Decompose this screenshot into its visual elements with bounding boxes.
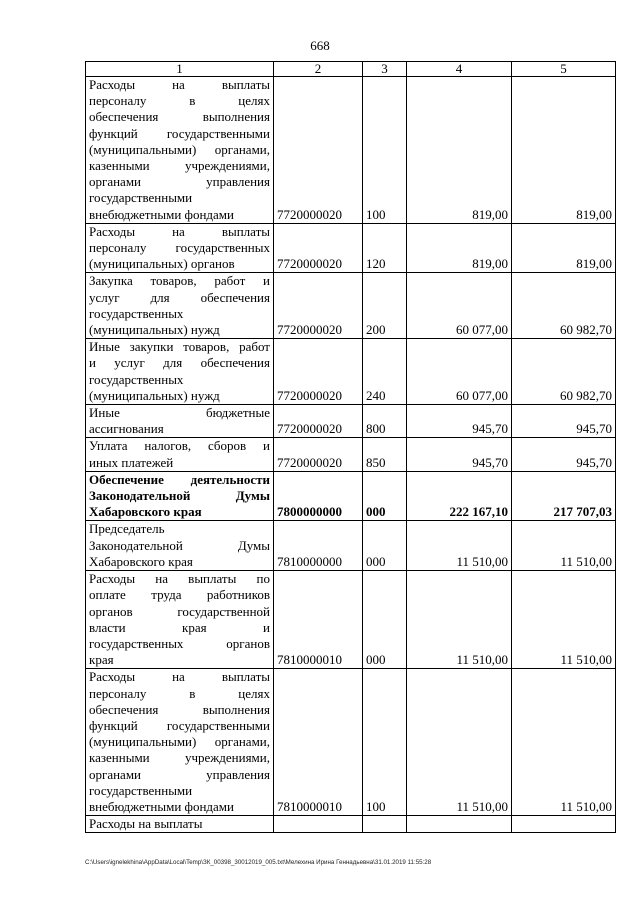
table-row bbox=[86, 438, 616, 471]
expense-name-line: (муниципальными) органами, bbox=[89, 141, 270, 157]
expense-name bbox=[86, 571, 274, 669]
amount-year-1: 819,00 bbox=[407, 223, 512, 273]
expense-name-line: (муниципальных) нужд bbox=[89, 322, 220, 338]
expense-name-line: обеспечения выполнения bbox=[89, 109, 270, 125]
column-header: 4 bbox=[407, 62, 512, 77]
expense-name-line: (муниципальных) органов bbox=[89, 256, 235, 272]
expense-name-line: Хабаровского края bbox=[89, 504, 202, 520]
table-row bbox=[86, 223, 616, 273]
expense-name-line: и услуг для обеспечения bbox=[89, 355, 270, 371]
expense-name-line: государственных bbox=[89, 305, 184, 321]
expense-name-line: казенными учреждениями, bbox=[89, 158, 270, 174]
expense-name-line: внебюджетными фондами bbox=[89, 798, 234, 814]
amount-year-1: 11 510,00 bbox=[407, 521, 512, 571]
expense-name-line: (муниципальными) органами, bbox=[89, 734, 270, 750]
target-code: 7720000020 bbox=[274, 438, 363, 471]
amount-year-2: 819,00 bbox=[512, 223, 616, 273]
expense-name-line: края bbox=[89, 652, 114, 668]
amount-year-1: 11 510,00 bbox=[407, 669, 512, 816]
amount-year-1: 945,70 bbox=[407, 405, 512, 438]
table-row bbox=[86, 669, 616, 816]
column-header: 3 bbox=[363, 62, 407, 77]
expense-name-line: органами управления bbox=[89, 766, 270, 782]
expense-name-line: (муниципальных) нужд bbox=[89, 387, 220, 403]
expense-name-line: Хабаровского края bbox=[89, 553, 193, 569]
expense-kind: 120 bbox=[363, 223, 407, 273]
expense-name-line: Закупка товаров, работ и bbox=[89, 273, 270, 289]
expense-name-line: персоналу государственных bbox=[89, 240, 270, 256]
amount-year-1: 819,00 bbox=[407, 77, 512, 224]
amount-year-2: 60 982,70 bbox=[512, 339, 616, 405]
expense-name-line: персоналу в целях bbox=[89, 93, 270, 109]
expense-name-line: государственными bbox=[89, 782, 193, 798]
expense-name-line: власти края и bbox=[89, 619, 270, 635]
table-row bbox=[86, 471, 616, 521]
expense-name-line: Расходы на выплаты bbox=[89, 223, 270, 239]
target-code: 7720000020 bbox=[274, 339, 363, 405]
expense-name bbox=[86, 521, 274, 571]
expense-name-line: функций государственными bbox=[89, 717, 270, 733]
amount-year-2: 217 707,03 bbox=[512, 471, 616, 521]
expense-name-line: государственными bbox=[89, 190, 193, 206]
table-row bbox=[86, 816, 616, 833]
target-code: 7810000010 bbox=[274, 571, 363, 669]
target-code: 7810000010 bbox=[274, 669, 363, 816]
expense-kind: 800 bbox=[363, 405, 407, 438]
expense-name-line: оплате труда работников bbox=[89, 587, 270, 603]
expense-kind: 200 bbox=[363, 273, 407, 339]
amount-year-2: 60 982,70 bbox=[512, 273, 616, 339]
expense-name-line: персоналу в целях bbox=[89, 685, 270, 701]
amount-year-2 bbox=[512, 816, 616, 833]
table-row bbox=[86, 521, 616, 571]
expense-kind bbox=[363, 816, 407, 833]
expense-kind: 000 bbox=[363, 521, 407, 571]
expense-name-line: Расходы на выплаты bbox=[89, 669, 270, 685]
target-code: 7800000000 bbox=[274, 471, 363, 521]
target-code: 7720000020 bbox=[274, 77, 363, 224]
expense-name-line: Расходы на выплаты bbox=[89, 77, 270, 92]
amount-year-1 bbox=[407, 816, 512, 833]
amount-year-2: 11 510,00 bbox=[512, 571, 616, 669]
target-code bbox=[274, 816, 363, 833]
amount-year-1: 945,70 bbox=[407, 438, 512, 471]
expense-name-line: обеспечения выполнения bbox=[89, 701, 270, 717]
amount-year-1: 222 167,10 bbox=[407, 471, 512, 521]
expense-name bbox=[86, 669, 274, 816]
expense-name-line: функций государственными bbox=[89, 125, 270, 141]
target-code: 7720000020 bbox=[274, 405, 363, 438]
expense-name-line: услуг для обеспечения bbox=[89, 289, 270, 305]
amount-year-2: 945,70 bbox=[512, 405, 616, 438]
expense-name-line: ассигнования bbox=[89, 421, 164, 437]
column-header: 2 bbox=[274, 62, 363, 77]
amount-year-2: 819,00 bbox=[512, 77, 616, 224]
amount-year-2: 11 510,00 bbox=[512, 669, 616, 816]
table-row bbox=[86, 405, 616, 438]
expense-kind: 000 bbox=[363, 571, 407, 669]
expense-name-line: Уплата налогов, сборов и bbox=[89, 438, 270, 454]
expense-name-line: Председатель bbox=[89, 521, 165, 537]
expense-name-line: Законодательной Думы bbox=[89, 488, 270, 504]
expense-name bbox=[86, 273, 274, 339]
expense-name-line: Законодательной Думы bbox=[89, 537, 270, 553]
expense-name-line: внебюджетными фондами bbox=[89, 206, 234, 222]
amount-year-2: 945,70 bbox=[512, 438, 616, 471]
expense-kind: 000 bbox=[363, 471, 407, 521]
column-header: 1 bbox=[86, 62, 274, 77]
expense-name-line: органов государственной bbox=[89, 603, 270, 619]
amount-year-1: 11 510,00 bbox=[407, 571, 512, 669]
column-header: 5 bbox=[512, 62, 616, 77]
expense-name-line: казенными учреждениями, bbox=[89, 750, 270, 766]
expense-name-line: органами управления bbox=[89, 174, 270, 190]
target-code: 7720000020 bbox=[274, 273, 363, 339]
amount-year-1: 60 077,00 bbox=[407, 273, 512, 339]
budget-table bbox=[85, 61, 616, 833]
expense-kind: 240 bbox=[363, 339, 407, 405]
expense-name bbox=[86, 77, 274, 224]
expense-name-line: Расходы на выплаты по bbox=[89, 571, 270, 587]
amount-year-2: 11 510,00 bbox=[512, 521, 616, 571]
expense-kind: 100 bbox=[363, 77, 407, 224]
expense-name-line: иных платежей bbox=[89, 454, 174, 470]
expense-name-line: государственных bbox=[89, 371, 184, 387]
expense-name-line: Иные закупки товаров, работ bbox=[89, 339, 270, 355]
target-code: 7810000000 bbox=[274, 521, 363, 571]
expense-name bbox=[86, 405, 274, 438]
expense-name-line: Обеспечение деятельности bbox=[89, 471, 270, 487]
expense-kind: 100 bbox=[363, 669, 407, 816]
table-header-row bbox=[86, 62, 616, 77]
expense-name-line: государственных органов bbox=[89, 635, 270, 651]
table-row bbox=[86, 273, 616, 339]
expense-name bbox=[86, 816, 274, 833]
file-path-footer: C:\Users\ignelekhina\AppData\Local\Temp\ЗК_00398_30012019_005.txt\Мелехина Ирина Геннадьевна\31.01.2019 11:55:28 bbox=[85, 859, 432, 866]
expense-name bbox=[86, 339, 274, 405]
page-number: 668 bbox=[310, 38, 330, 53]
target-code: 7720000020 bbox=[274, 223, 363, 273]
expense-kind: 850 bbox=[363, 438, 407, 471]
amount-year-1: 60 077,00 bbox=[407, 339, 512, 405]
expense-name bbox=[86, 438, 274, 471]
expense-name bbox=[86, 471, 274, 521]
expense-name-line: Расходы на выплаты bbox=[89, 816, 203, 832]
table-row bbox=[86, 571, 616, 669]
expense-name-line: Иные бюджетные bbox=[89, 405, 270, 421]
table-row bbox=[86, 77, 616, 224]
expense-name bbox=[86, 223, 274, 273]
table-row bbox=[86, 339, 616, 405]
